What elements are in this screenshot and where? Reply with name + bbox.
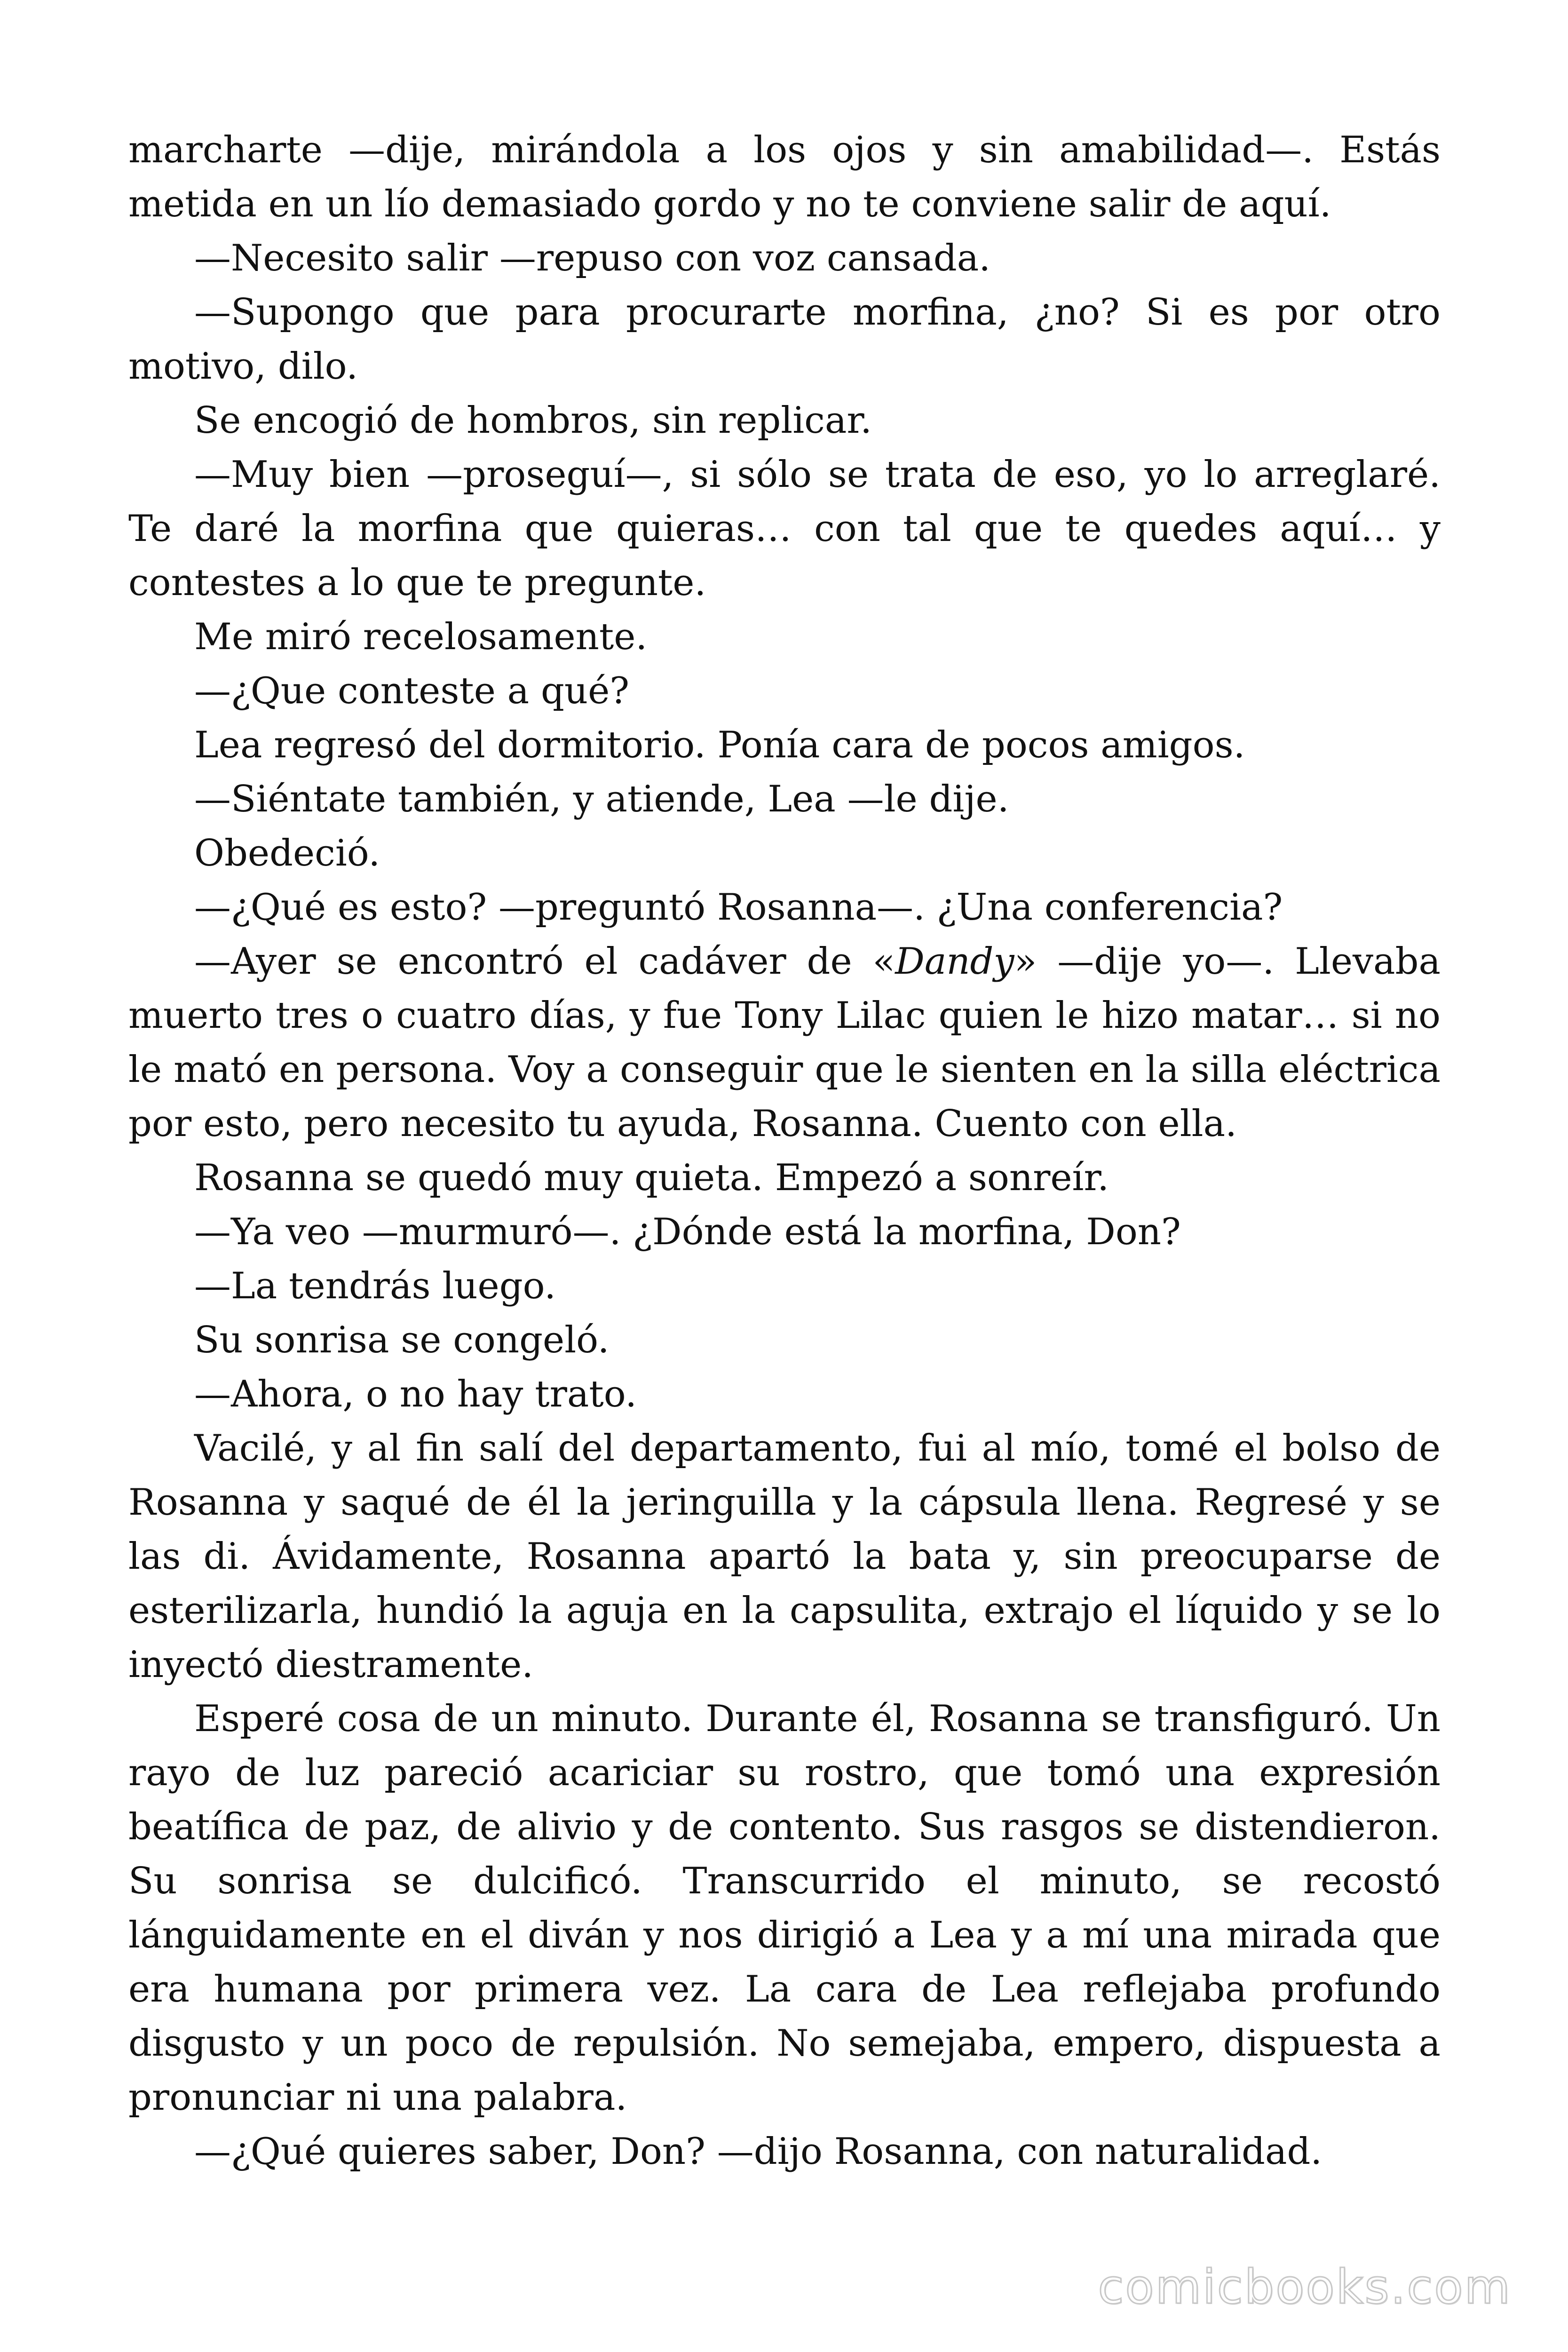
paragraph: —Muy bien —proseguí—, si sólo se trata de eso, yo lo arreglaré. Te daré la morfina que quieras… con tal que te quedes aquí… y contestes a lo que te pregunte.	[128, 453, 1441, 604]
italic-name: Dandy	[895, 940, 1014, 983]
paragraph: —¿Qué es esto? —preguntó Rosanna—. ¿Una conferencia?	[194, 886, 1283, 929]
body-text	[128, 123, 1441, 2179]
paragraph: —Siéntate también, y atiende, Lea —le dije.	[194, 778, 1009, 820]
paragraph-with-italic	[128, 935, 1441, 1151]
text-run: —Ayer se encontró el cadáver de «	[194, 940, 895, 983]
text-run: » —dije yo—. Llevaba muerto tres o cuatro días, y fue Tony Lilac quien le hizo matar… si no le mató en persona. Voy a conseguir que le sienten en la silla eléctrica por esto, pero necesito tu ayuda, Rosanna. Cuento con ella.	[128, 940, 1441, 1145]
paragraph: Obedeció.	[194, 832, 380, 874]
paragraph: —Ya veo —murmuró—. ¿Dónde está la morfina, Don?	[194, 1211, 1181, 1253]
paragraph: Esperé cosa de un minuto. Durante él, Rosanna se transfiguró. Un rayo de luz pareció acariciar su rostro, que tomó una expresión beatífica de paz, de alivio y de contento. Sus rasgos se distendieron. Su sonrisa se dulcificó. Transcurrido el minuto, se recostó lánguidamente en el diván y nos dirigió a Lea y a mí una mirada que era humana por primera vez. La cara de Lea reflejaba profundo disgusto y un poco de repulsión. No semejaba, empero, dispuesta a pronunciar ni una palabra.	[128, 1698, 1441, 2119]
paragraph: Me miró recelosamente.	[194, 616, 648, 658]
paragraph: —Necesito salir —repuso con voz cansada.	[194, 237, 990, 279]
paragraph: —¿Que conteste a qué?	[194, 670, 630, 712]
paragraph: —La tendrás luego.	[194, 1265, 556, 1307]
paragraph: Su sonrisa se congeló.	[194, 1319, 610, 1361]
paragraph: —Ahora, o no hay trato.	[194, 1373, 637, 1415]
paragraph: Se encogió de hombros, sin replicar.	[194, 399, 872, 442]
paragraph: Rosanna se quedó muy quieta. Empezó a sonreír.	[194, 1157, 1109, 1199]
paragraph: marcharte —dije, mirándola a los ojos y sin amabilidad—. Estás metida en un lío demasiado gordo y no te conviene salir de aquí.	[128, 129, 1441, 225]
paragraph: —¿Qué quieres saber, Don? —dijo Rosanna, con naturalidad.	[194, 2130, 1323, 2173]
watermark: comicbooks.com	[1098, 2259, 1512, 2314]
paragraph: Lea regresó del dormitorio. Ponía cara de pocos amigos.	[194, 724, 1245, 766]
paragraph: —Supongo que para procurarte morfina, ¿no? Si es por otro motivo, dilo.	[128, 291, 1441, 388]
paragraph: Vacilé, y al fin salí del departamento, fui al mío, tomé el bolso de Rosanna y saqué de él la jeringuilla y la cápsula llena. Regresé y se las di. Ávidamente, Rosanna apartó la bata y, sin preocuparse de esterilizarla, hundió la aguja en la capsulita, extrajo el líquido y se lo inyectó diestramente.	[128, 1427, 1441, 1686]
